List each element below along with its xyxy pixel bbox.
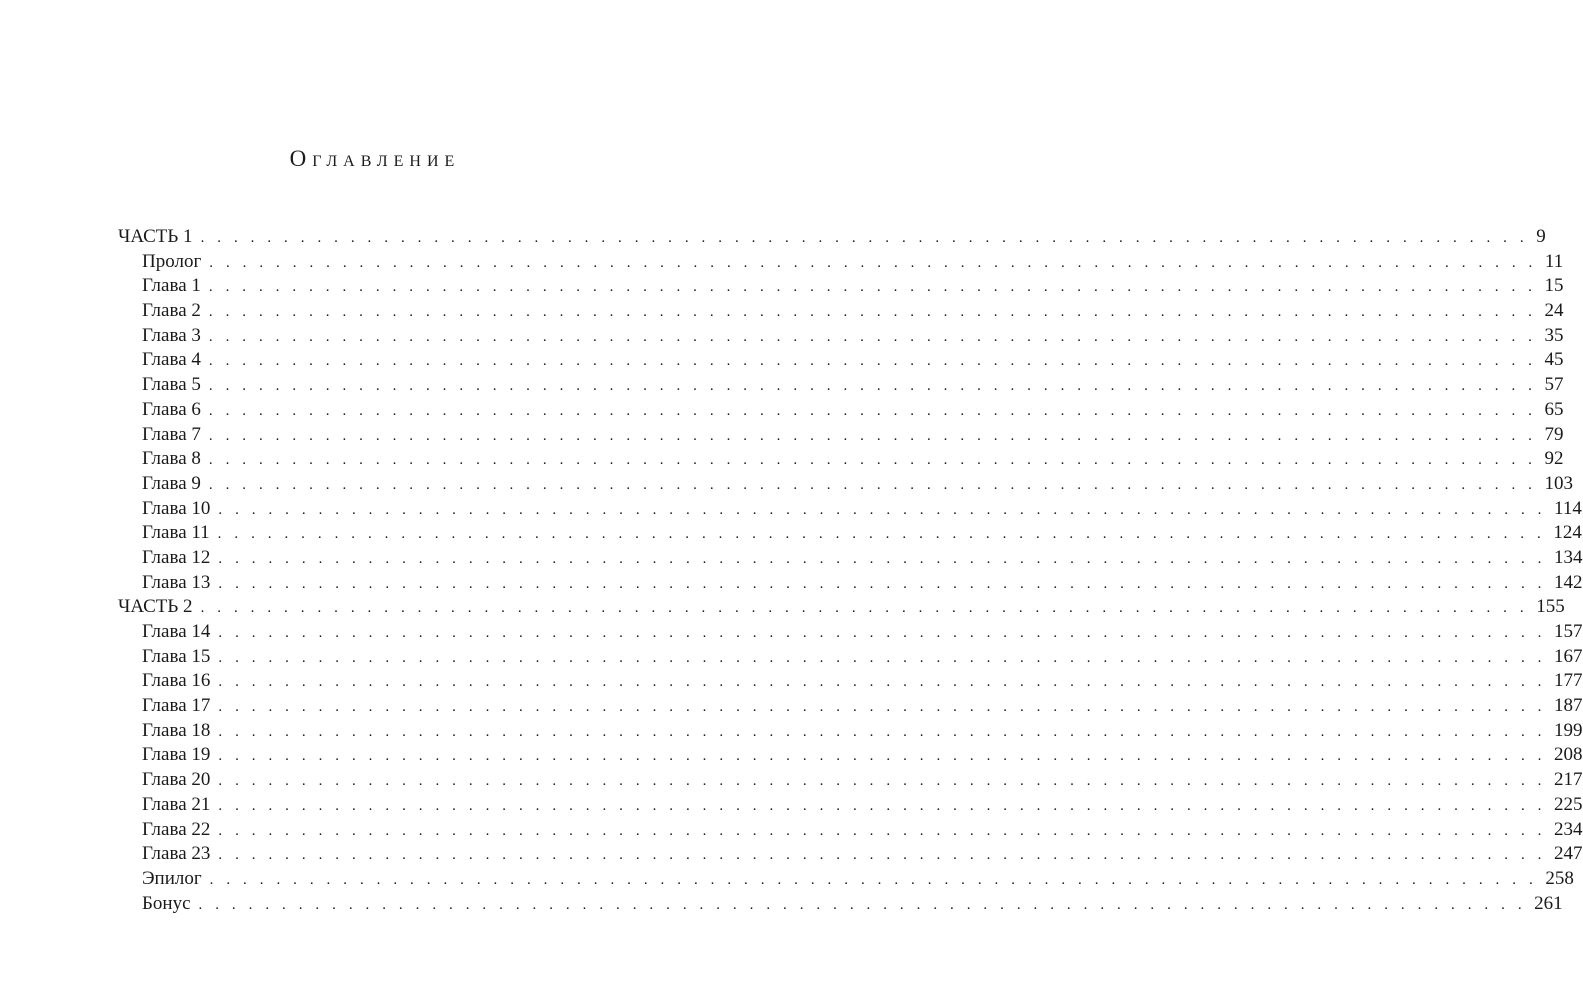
toc-entry — [118, 694, 1583, 719]
toc-entry-label: Глава 15 — [142, 645, 211, 667]
toc-entry — [118, 620, 1583, 645]
toc-entry-page: 199 — [1554, 719, 1583, 741]
toc-entry — [118, 793, 1583, 818]
toc-entry — [118, 645, 1583, 670]
dot-leader: . . . . . . . . . . . . . . . . . . . . . . . . . . . . . . . . . . . . . . . . . . . . . . . . . . . . . . . . . . . . . . . . . . . . . . . . . . . . . . . . — [198, 896, 1527, 913]
toc-entry-label: Бонус — [142, 892, 191, 914]
dot-leader: . . . . . . . . . . . . . . . . . . . . . . . . . . . . . . . . . . . . . . . . . . . . . . . . . . . . . . . . . . . . . . . . . . . . . . . . . . . . . . . . — [200, 230, 1529, 246]
toc-entry-label: ЧАСТЬ 1 — [118, 226, 193, 247]
toc-entry — [118, 595, 1565, 620]
toc-entry-page: 24 — [1544, 300, 1564, 322]
toc-entry — [118, 447, 1564, 472]
toc-entry-page: 35 — [1544, 324, 1564, 346]
dot-leader: . . . . . . . . . . . . . . . . . . . . . . . . . . . . . . . . . . . . . . . . . . . . . . . . . . . . . . . . . . . . . . . . . . . . . . . . . . . . . . . . — [208, 378, 1537, 395]
toc-entry-page: 103 — [1544, 472, 1574, 494]
dot-leader: . . . . . . . . . . . . . . . . . . . . . . . . . . . . . . . . . . . . . . . . . . . . . . . . . . . . . . . . . . . . . . . . . . . . . . . . . . . . . . . . — [208, 304, 1537, 321]
toc-entry-page: 208 — [1554, 744, 1583, 766]
toc-entry-label: Глава 16 — [142, 670, 211, 692]
dot-leader: . . . . . . . . . . . . . . . . . . . . . . . . . . . . . . . . . . . . . . . . . . . . . . . . . . . . . . . . . . . . . . . . . . . . . . . . . . . . . . . . — [218, 674, 1547, 691]
toc-entry-label: Глава 18 — [142, 719, 211, 741]
dot-leader: . . . . . . . . . . . . . . . . . . . . . . . . . . . . . . . . . . . . . . . . . . . . . . . . . . . . . . . . . . . . . . . . . . . . . . . . . . . . . . . . — [208, 427, 1537, 444]
toc-entry-page: 177 — [1554, 670, 1583, 692]
toc-entry — [118, 669, 1583, 694]
dot-leader: . . . . . . . . . . . . . . . . . . . . . . . . . . . . . . . . . . . . . . . . . . . . . . . . . . . . . . . . . . . . . . . . . . . . . . . . . . . . . . . . — [208, 328, 1537, 345]
toc-entry-page: 57 — [1544, 374, 1564, 396]
toc-title: Оглавление — [289, 146, 461, 171]
dot-leader: . . . . . . . . . . . . . . . . . . . . . . . . . . . . . . . . . . . . . . . . . . . . . . . . . . . . . . . . . . . . . . . . . . . . . . . . . . . . . . . . — [208, 279, 1537, 296]
toc-entry-page: 247 — [1554, 843, 1583, 865]
toc-entry-label: Глава 6 — [142, 398, 201, 420]
toc-entry — [118, 472, 1574, 497]
toc-entry-page: 11 — [1544, 250, 1564, 272]
toc-entry — [118, 348, 1564, 373]
dot-leader: . . . . . . . . . . . . . . . . . . . . . . . . . . . . . . . . . . . . . . . . . . . . . . . . . . . . . . . . . . . . . . . . . . . . . . . . . . . . . . . . — [218, 723, 1547, 740]
dot-leader: . . . . . . . . . . . . . . . . . . . . . . . . . . . . . . . . . . . . . . . . . . . . . . . . . . . . . . . . . . . . . . . . . . . . . . . . . . . . . . . . — [208, 452, 1537, 469]
toc-entry-page: 142 — [1554, 571, 1583, 593]
toc-entry-page: 134 — [1554, 546, 1583, 568]
toc-entry-label: Глава 14 — [142, 621, 211, 642]
dot-leader: . . . . . . . . . . . . . . . . . . . . . . . . . . . . . . . . . . . . . . . . . . . . . . . . . . . . . . . . . . . . . . . . . . . . . . . . . . . . . . . . — [208, 476, 1537, 493]
toc-entry-label: Глава 3 — [142, 324, 201, 346]
toc-entry — [118, 892, 1563, 917]
toc-entry-label: Глава 11 — [142, 522, 210, 544]
toc-entry-page: 79 — [1544, 423, 1564, 445]
toc-entry — [118, 250, 1564, 275]
dot-leader: . . . . . . . . . . . . . . . . . . . . . . . . . . . . . . . . . . . . . . . . . . . . . . . . . . . . . . . . . . . . . . . . . . . . . . . . . . . . . . . . — [200, 600, 1529, 617]
toc-entry — [118, 497, 1582, 522]
table-of-contents — [118, 225, 1583, 916]
dot-leader: . . . . . . . . . . . . . . . . . . . . . . . . . . . . . . . . . . . . . . . . . . . . . . . . . . . . . . . . . . . . . . . . . . . . . . . . . . . . . . . . — [208, 402, 1537, 419]
toc-entry-label: Глава 4 — [142, 349, 201, 371]
toc-entry — [118, 299, 1564, 324]
toc-entry-page: 167 — [1554, 645, 1583, 667]
toc-entry — [118, 398, 1564, 423]
dot-leader: . . . . . . . . . . . . . . . . . . . . . . . . . . . . . . . . . . . . . . . . . . . . . . . . . . . . . . . . . . . . . . . . . . . . . . . . . . . . . . . . — [218, 822, 1547, 839]
toc-entry-label: Глава 12 — [142, 546, 211, 568]
dot-leader: . . . . . . . . . . . . . . . . . . . . . . . . . . . . . . . . . . . . . . . . . . . . . . . . . . . . . . . . . . . . . . . . . . . . . . . . . . . . . . . . — [209, 871, 1538, 888]
toc-entry-page: 225 — [1554, 793, 1583, 815]
toc-entry-label: Глава 10 — [142, 497, 211, 519]
dot-leader: . . . . . . . . . . . . . . . . . . . . . . . . . . . . . . . . . . . . . . . . . . . . . . . . . . . . . . . . . . . . . . . . . . . . . . . . . . . . . . . . — [218, 625, 1547, 641]
toc-entry-page: 234 — [1554, 818, 1583, 840]
toc-entry-page: 15 — [1544, 275, 1564, 297]
dot-leader: . . . . . . . . . . . . . . . . . . . . . . . . . . . . . . . . . . . . . . . . . . . . . . . . . . . . . . . . . . . . . . . . . . . . . . . . . . . . . . . . — [208, 353, 1537, 370]
toc-entry — [118, 743, 1583, 768]
dot-leader: . . . . . . . . . . . . . . . . . . . . . . . . . . . . . . . . . . . . . . . . . . . . . . . . . . . . . . . . . . . . . . . . . . . . . . . . . . . . . . . . — [218, 773, 1547, 790]
dot-leader: . . . . . . . . . . . . . . . . . . . . . . . . . . . . . . . . . . . . . . . . . . . . . . . . . . . . . . . . . . . . . . . . . . . . . . . . . . . . . . . . — [218, 649, 1547, 666]
toc-entry-label: Глава 13 — [142, 571, 211, 593]
dot-leader: . . . . . . . . . . . . . . . . . . . . . . . . . . . . . . . . . . . . . . . . . . . . . . . . . . . . . . . . . . . . . . . . . . . . . . . . . . . . . . . . — [218, 550, 1547, 567]
toc-entry — [118, 867, 1574, 892]
toc-entry-page: 45 — [1544, 349, 1564, 371]
toc-entry — [118, 719, 1583, 744]
toc-entry-page: 217 — [1554, 769, 1583, 791]
dot-leader: . . . . . . . . . . . . . . . . . . . . . . . . . . . . . . . . . . . . . . . . . . . . . . . . . . . . . . . . . . . . . . . . . . . . . . . . . . . . . . . . — [217, 526, 1546, 543]
toc-entry-page: 155 — [1536, 596, 1565, 618]
toc-entry — [118, 818, 1583, 843]
toc-entry — [118, 324, 1564, 349]
toc-entry — [118, 225, 1546, 250]
toc-entry-label: Глава 9 — [142, 472, 201, 494]
toc-entry — [118, 373, 1564, 398]
toc-entry-label: Эпилог — [142, 867, 202, 889]
toc-entry-label: Глава 17 — [142, 695, 211, 717]
toc-entry-label: Глава 2 — [142, 300, 201, 322]
toc-entry-label: Глава 1 — [142, 275, 201, 297]
dot-leader: . . . . . . . . . . . . . . . . . . . . . . . . . . . . . . . . . . . . . . . . . . . . . . . . . . . . . . . . . . . . . . . . . . . . . . . . . . . . . . . . — [209, 254, 1537, 271]
dot-leader: . . . . . . . . . . . . . . . . . . . . . . . . . . . . . . . . . . . . . . . . . . . . . . . . . . . . . . . . . . . . . . . . . . . . . . . . . . . . . . . . — [218, 748, 1547, 765]
toc-entry-label: Пролог — [142, 250, 202, 272]
toc-entry-page: 261 — [1534, 892, 1563, 914]
toc-entry-label: Глава 23 — [142, 843, 211, 865]
dot-leader: . . . . . . . . . . . . . . . . . . . . . . . . . . . . . . . . . . . . . . . . . . . . . . . . . . . . . . . . . . . . . . . . . . . . . . . . . . . . . . . . — [218, 699, 1547, 716]
toc-entry — [118, 423, 1564, 448]
toc-entry-page: 114 — [1554, 497, 1582, 519]
toc-entry — [118, 274, 1564, 299]
toc-entry — [118, 521, 1582, 546]
toc-entry-page: 65 — [1544, 398, 1564, 420]
toc-entry-label: Глава 22 — [142, 818, 211, 840]
toc-entry-page: 187 — [1554, 695, 1583, 717]
toc-entry-label: ЧАСТЬ 2 — [118, 596, 193, 618]
toc-entry-label: Глава 19 — [142, 744, 211, 766]
dot-leader: . . . . . . . . . . . . . . . . . . . . . . . . . . . . . . . . . . . . . . . . . . . . . . . . . . . . . . . . . . . . . . . . . . . . . . . . . . . . . . . . — [218, 797, 1547, 814]
toc-entry-label: Глава 20 — [142, 769, 211, 791]
toc-entry — [118, 768, 1583, 793]
toc-entry-page: 92 — [1544, 448, 1564, 470]
toc-entry-page: 9 — [1536, 226, 1546, 247]
toc-entry — [118, 842, 1583, 867]
toc-entry-page: 124 — [1553, 522, 1582, 544]
toc-entry-page: 157 — [1554, 621, 1583, 642]
toc-entry — [118, 546, 1583, 571]
toc-entry-label: Глава 7 — [142, 423, 201, 445]
toc-entry-label: Глава 8 — [142, 448, 201, 470]
toc-entry-page: 258 — [1545, 867, 1574, 889]
toc-entry-label: Глава 21 — [142, 793, 211, 815]
dot-leader: . . . . . . . . . . . . . . . . . . . . . . . . . . . . . . . . . . . . . . . . . . . . . . . . . . . . . . . . . . . . . . . . . . . . . . . . . . . . . . . . — [218, 575, 1547, 592]
dot-leader: . . . . . . . . . . . . . . . . . . . . . . . . . . . . . . . . . . . . . . . . . . . . . . . . . . . . . . . . . . . . . . . . . . . . . . . . . . . . . . . . — [218, 501, 1547, 518]
dot-leader: . . . . . . . . . . . . . . . . . . . . . . . . . . . . . . . . . . . . . . . . . . . . . . . . . . . . . . . . . . . . . . . . . . . . . . . . . . . . . . . . — [218, 847, 1547, 864]
toc-entry-label: Глава 5 — [142, 374, 201, 396]
toc-entry — [118, 571, 1583, 596]
